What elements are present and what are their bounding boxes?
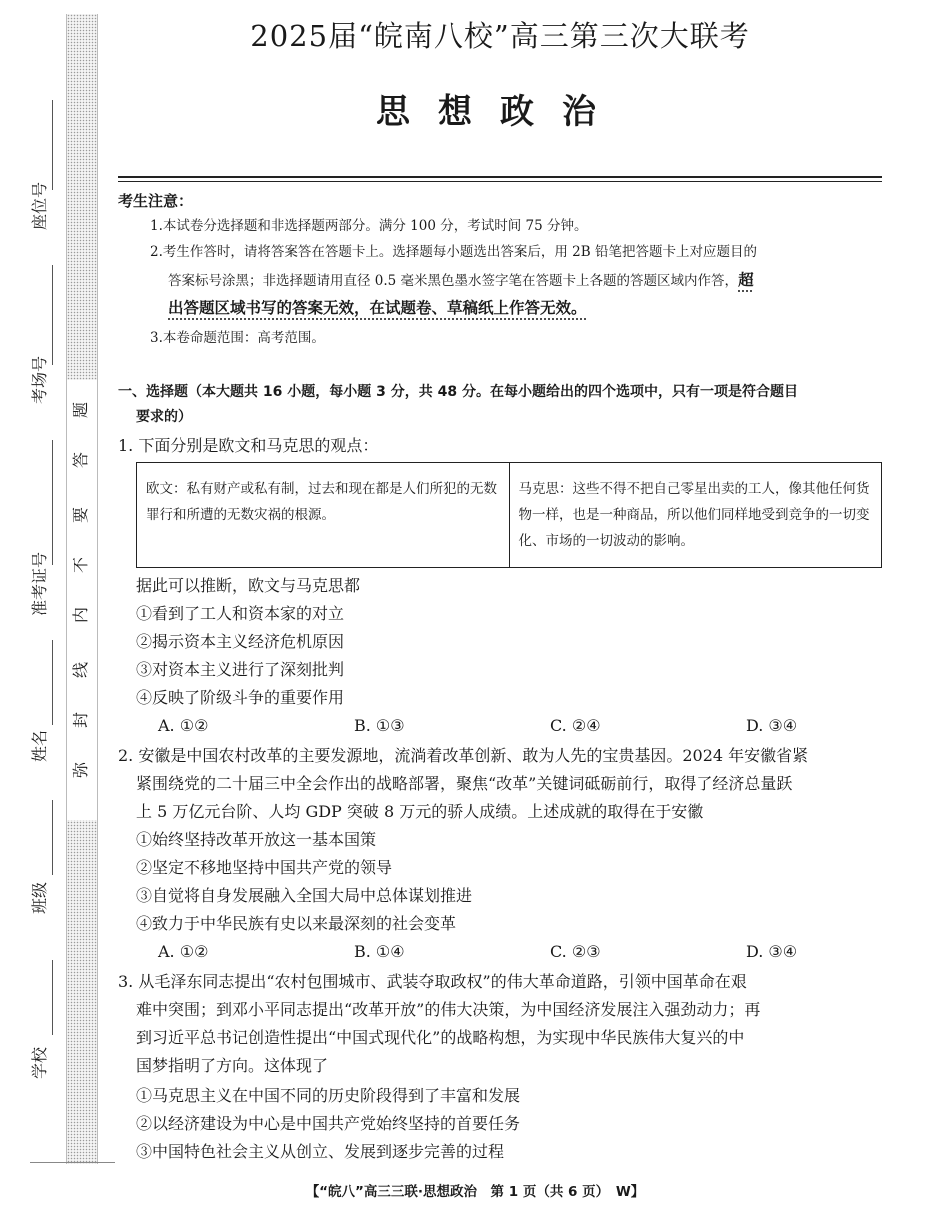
notice-item-2-line-3 (168, 294, 882, 323)
exam-room-label: 考场号 (30, 355, 49, 404)
seal-char: 要 (71, 507, 90, 524)
seal-char: 答 (71, 452, 90, 469)
seal-char: 题 (71, 402, 90, 419)
question-1-option: ②揭示资本主义经济危机原因 (136, 632, 345, 651)
choice-a[interactable]: A. ①② (158, 716, 209, 735)
question-2-option: ③自觉将自身发展融入全国大局中总体谋划推进 (136, 886, 473, 905)
name-field[interactable] (22, 640, 53, 725)
owen-quote: 欧文：私有财产或私有制，过去和现在都是人们所犯的无数罪行和所遭的无数灾祸的根源。 (146, 481, 497, 523)
choice-b[interactable]: B. ①④ (354, 942, 405, 961)
page-footer: 【“皖八”高三三联·思想政治 第 1 页（共 6 页） W】 (305, 1184, 645, 1200)
question-1-option: ④反映了阶级斗争的重要作用 (136, 688, 345, 707)
seal-char: 不 (71, 557, 90, 574)
school-field[interactable] (22, 960, 53, 1035)
class-field[interactable] (22, 800, 53, 875)
seal-char: 内 (71, 607, 90, 624)
seal-char: 弥 (71, 762, 90, 779)
choice-b[interactable]: B. ①③ (354, 716, 405, 735)
notice-item-3: 3.本卷命题范围：高考范围。 (150, 330, 325, 346)
question-3-stem-line-3: 到习近平总书记创造性提出“中国式现代化”的战略构想，为实现中华民族伟大复兴的中 (136, 1028, 745, 1047)
exam-room-field[interactable] (22, 265, 53, 365)
choice-a[interactable]: A. ①② (158, 942, 209, 961)
question-3-stem-line-2: 难中突围；到邓小平同志提出“改革开放”的伟大决策，为中国经济发展注入强劲动力；再 (136, 1000, 761, 1019)
binding-margin (0, 0, 118, 1210)
notice-item-2-line-1: 2.考生作答时，请将答案答在答题卡上。选择题每小题选出答案后，用 2B 铅笔把答题卡上对应题目的 (150, 244, 757, 260)
notice-emphasis: 出答题区域书写的答案无效，在试题卷、草稿纸上作答无效。 (168, 299, 587, 317)
question-2-stem-line-1: 2. 安徽是中国农村改革的主要发源地，流淌着改革创新、敢为人先的宝贵基因。2024 年安徽省紧 (118, 746, 809, 765)
question-2-option: ④致力于中华民族有史以来最深刻的社会变革 (136, 914, 457, 933)
notice-item-1: 1.本试卷分选择题和非选择题两部分。满分 100 分，考试时间 75 分钟。 (150, 218, 588, 234)
seat-number-field[interactable] (22, 100, 53, 190)
choice-d[interactable]: D. ③④ (746, 716, 798, 735)
question-1-choices (158, 712, 882, 740)
marx-quote: 马克思：这些不得不把自己零星出卖的工人，像其他任何货物一样，也是一种商品，所以他们同样地受到竞争的一切变化、市场的一切波动的影响。 (509, 463, 882, 567)
seat-number-label: 座位号 (30, 181, 49, 230)
question-3-option: ①马克思主义在中国不同的历史阶段得到了丰富和发展 (136, 1086, 521, 1105)
exam-title: 2025届“皖南八校”高三第三次大联考 (250, 19, 750, 53)
header-rule-thick (118, 176, 882, 178)
question-2-option: ①始终坚持改革开放这一基本国策 (136, 830, 377, 849)
notice-title: 考生注意： (118, 192, 194, 210)
subject-title: 思想政治 (376, 92, 624, 132)
seal-char: 线 (71, 662, 90, 679)
question-1-quote-table (136, 462, 882, 568)
question-2-stem-line-3: 上 5 万亿元台阶、人均 GDP 突破 8 万元的骄人成绩。上述成就的取得在于安徽 (136, 802, 704, 821)
question-3-stem-line-1: 3. 从毛泽东同志提出“农村包围城市、武装夺取政权”的伟大革命道路，引领中国革命在艰 (118, 972, 747, 991)
margin-bottom-rule (30, 1162, 115, 1163)
question-3-option: ②以经济建设为中心是中国共产党始终坚持的首要任务 (136, 1114, 521, 1133)
choice-d[interactable]: D. ③④ (746, 942, 798, 961)
question-2-stem-line-2: 紧围绕党的二十届三中全会作出的战略部署，聚焦“改革”关键词砥砺前行，取得了经济总量跃 (136, 774, 793, 793)
choice-c[interactable]: C. ②④ (550, 716, 601, 735)
class-label: 班级 (30, 881, 49, 914)
name-label: 姓名 (30, 729, 49, 762)
question-3-option: ③中国特色社会主义从创立、发展到逐步完善的过程 (136, 1142, 505, 1161)
admission-number-field[interactable] (22, 440, 53, 565)
question-2-choices (158, 938, 882, 966)
notice-item-2-line-2: 答案标号涂黑；非选择题请用直径 0.5 毫米黑色墨水签字笔在答题卡上各题的答题区域内作答，超 (168, 271, 754, 289)
header-rule-thin (118, 181, 882, 182)
question-1-lead: 据此可以推断，欧文与马克思都 (136, 576, 361, 595)
question-2-option: ②坚定不移地坚持中国共产党的领导 (136, 858, 393, 877)
choice-c[interactable]: C. ②③ (550, 942, 601, 961)
seal-char: 封 (71, 712, 90, 729)
admission-number-label: 准考证号 (30, 551, 49, 616)
section-heading: 一、选择题（本大题共 16 小题，每小题 3 分，共 48 分。在每小题给出的四个选项中，只有一项是符合题目 要求的） (118, 384, 798, 425)
notice-emphasis: 超 (738, 271, 754, 289)
question-1-option: ①看到了工人和资本家的对立 (136, 604, 345, 623)
school-label: 学校 (30, 1046, 49, 1079)
question-3-stem-line-4: 国梦指明了方向。这体现了 (136, 1056, 329, 1075)
question-1-stem: 1. 下面分别是欧文和马克思的观点： (118, 436, 379, 455)
question-1-option: ③对资本主义进行了深刻批判 (136, 660, 345, 679)
